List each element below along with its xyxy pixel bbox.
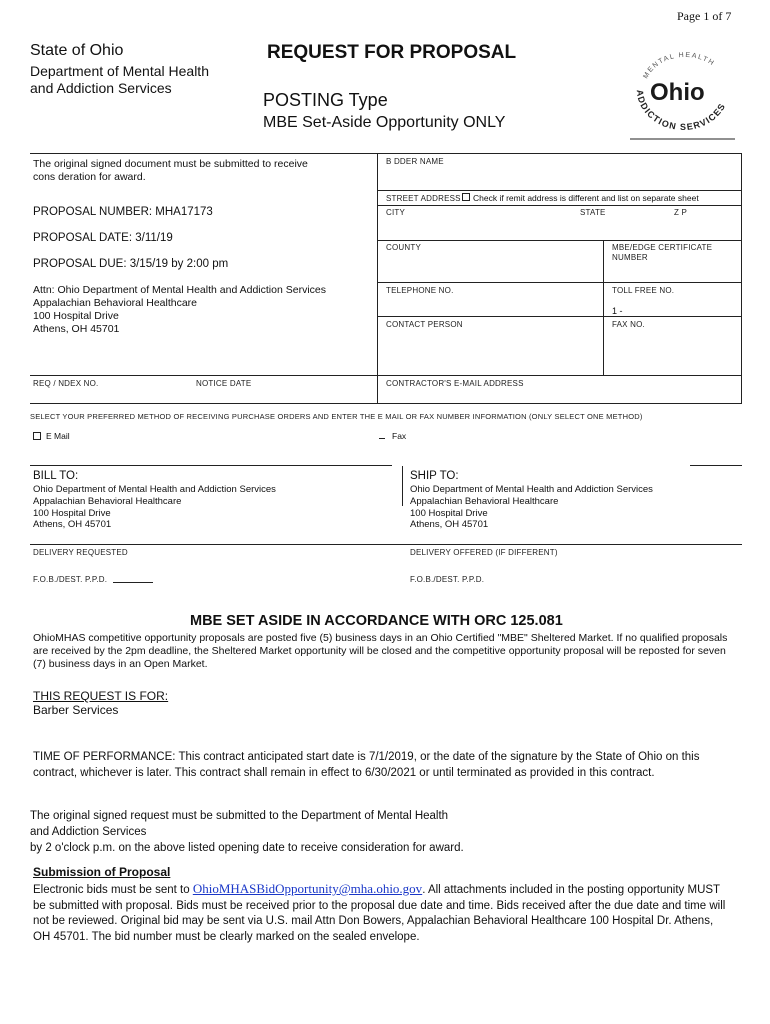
fax-label: FAX NO. — [612, 320, 645, 329]
notice-date-label: NOTICE DATE — [196, 379, 252, 388]
logo-top-text: MENTAL HEALTH — [642, 51, 716, 80]
form-right-border — [741, 153, 742, 403]
agency-department-2: and Addiction Services — [30, 80, 172, 96]
ship-to-label: SHIP TO: — [410, 470, 459, 482]
remit-address-checkbox[interactable] — [462, 193, 470, 201]
remit-address-label: Check if remit address is different and list on separate sheet — [473, 193, 699, 203]
ohio-addiction-services-logo — [625, 45, 740, 140]
email-option-checkbox[interactable] — [33, 432, 41, 440]
proposal-date: PROPOSAL DATE: 3/11/19 — [33, 232, 173, 244]
county-label: COUNTY — [386, 243, 421, 252]
attn-address: Attn: Ohio Department of Mental Health and Addiction Services Appalachian Behavioral Healthcare 100 Hospital Drive Athens, OH 45701 — [33, 284, 326, 335]
contact-person-label: CONTACT PERSON — [386, 320, 463, 329]
email-option-label: E Mail — [46, 431, 70, 441]
fax-option-label: Fax — [392, 431, 407, 441]
request-label: THIS REQUEST IS FOR: — [33, 689, 169, 703]
original-request-notice: The original signed request must be submitted to the Department of Mental Health and Addiction Services by 2 o'clock p.m. on the above listed opening date to receive consideration for award. — [30, 810, 464, 854]
req-index-label: REQ / NDEX NO. — [33, 379, 99, 388]
mbe-heading: MBE SET ASIDE IN ACCORDANCE WITH ORC 125.081 — [190, 613, 563, 629]
logo-arc-text: ADDICTION SERVICES — [634, 89, 728, 133]
bill-fob-label: F.O.B./DEST. P.P.D. — [33, 575, 108, 584]
bill-to-address: Ohio Department of Mental Health and Addiction Services Appalachian Behavioral Healthcare 100 Hospital Drive Athens, OH 45701 — [33, 484, 276, 531]
bill-to-label: BILL TO: — [33, 470, 79, 482]
form-bottom-border — [30, 403, 742, 404]
submission-paragraph — [33, 881, 733, 945]
page-number: Page 1 of 7 — [677, 9, 732, 23]
street-address-label: STREET ADDRESS — [386, 194, 461, 203]
mbe-certificate-label: MBE/EDGE CERTIFICATE NUMBER — [612, 243, 713, 262]
city-label: CITY — [386, 208, 406, 217]
document-title: REQUEST FOR PROPOSAL — [267, 42, 517, 63]
delivery-requested-label: DELIVERY REQUESTED — [33, 548, 128, 557]
toll-free-label: TOLL FREE NO. — [612, 286, 675, 295]
bidder-name-label: B DDER NAME — [386, 157, 444, 166]
telephone-label: TELEPHONE NO. — [386, 286, 454, 295]
posting-type: POSTING Type — [263, 90, 388, 110]
agency-department: Department of Mental Health — [30, 63, 209, 79]
contractor-email-label: CONTRACTOR'S E-MAIL ADDRESS — [386, 379, 524, 388]
ship-to-address: Ohio Department of Mental Health and Addiction Services Appalachian Behavioral Healthcare 100 Hospital Drive Athens, OH 45701 — [410, 484, 653, 531]
agency-name: State of Ohio — [30, 42, 124, 59]
proposal-number: PROPOSAL NUMBER: MHA17173 — [33, 206, 213, 218]
logo-ohio-word: Ohio — [650, 79, 705, 106]
state-label: STATE — [580, 208, 606, 217]
request-value: Barber Services — [33, 703, 119, 717]
svg-text:MENTAL HEALTH — [642, 52, 716, 80]
form-top-border — [30, 153, 742, 154]
submission-text-before: Electronic bids must be sent to — [33, 884, 193, 896]
submission-heading: Submission of Proposal — [33, 865, 171, 879]
proposal-due: PROPOSAL DUE: 3/15/19 by 2:00 pm — [33, 258, 229, 270]
method-instruction: SELECT YOUR PREFERRED METHOD OF RECEIVING PURCHASE ORDERS AND ENTER THE E MAIL OR FAX NUMBER INFORMATION (ONLY SELECT ONE METHOD) — [30, 412, 643, 421]
ship-fob-label: F.O.B./DEST. P.P.D. — [410, 575, 485, 584]
bid-email-link[interactable]: OhioMHASBidOpportunity@mha.ohio.gov — [192, 881, 423, 896]
fax-option-marker[interactable] — [379, 438, 385, 439]
submission-notice: The original signed document must be submitted to receive cons deration for award. — [33, 158, 308, 183]
submission-text-after: . All attachments included in the posting opportunity MUST be submitted with proposal. Bids must be received prior to the proposal due date and time. Bids received after the due date and time will not be reviewed. Original bid may be sent via U.S. mail Attn Don Bowers, Appalachian Behavioral Healthcare 100 Hospital Dr. Athens, OH 45701. The bid number must be clearly marked on the sealed envelope. — [33, 884, 726, 943]
time-of-performance: TIME OF PERFORMANCE: This contract anticipated start date is 7/1/2019, or the date of the signature by the State of Ohio on this contract, whichever is later. This contract shall remain in effect to 6/30/2021 or until terminated as provided in this contract. — [33, 751, 700, 779]
mbe-paragraph: OhioMHAS competitive opportunity proposals are posted five (5) business days in an Ohio Certified "MBE" Sheltered Market. If no qualified proposals are received by the 2pm deadline, the Sheltered Market opportunity will be closed and the competitive opportunity proposal will be reposted for seven (7) business days in an Open Market. — [33, 632, 728, 671]
delivery-offered-label: DELIVERY OFFERED (IF DIFFERENT) — [410, 548, 558, 557]
toll-free-value: 1 - — [612, 306, 623, 316]
posting-subtype: MBE Set-Aside Opportunity ONLY — [263, 114, 506, 131]
zip-label: Z P — [674, 208, 688, 217]
bidder-name-field[interactable] — [386, 181, 738, 189]
